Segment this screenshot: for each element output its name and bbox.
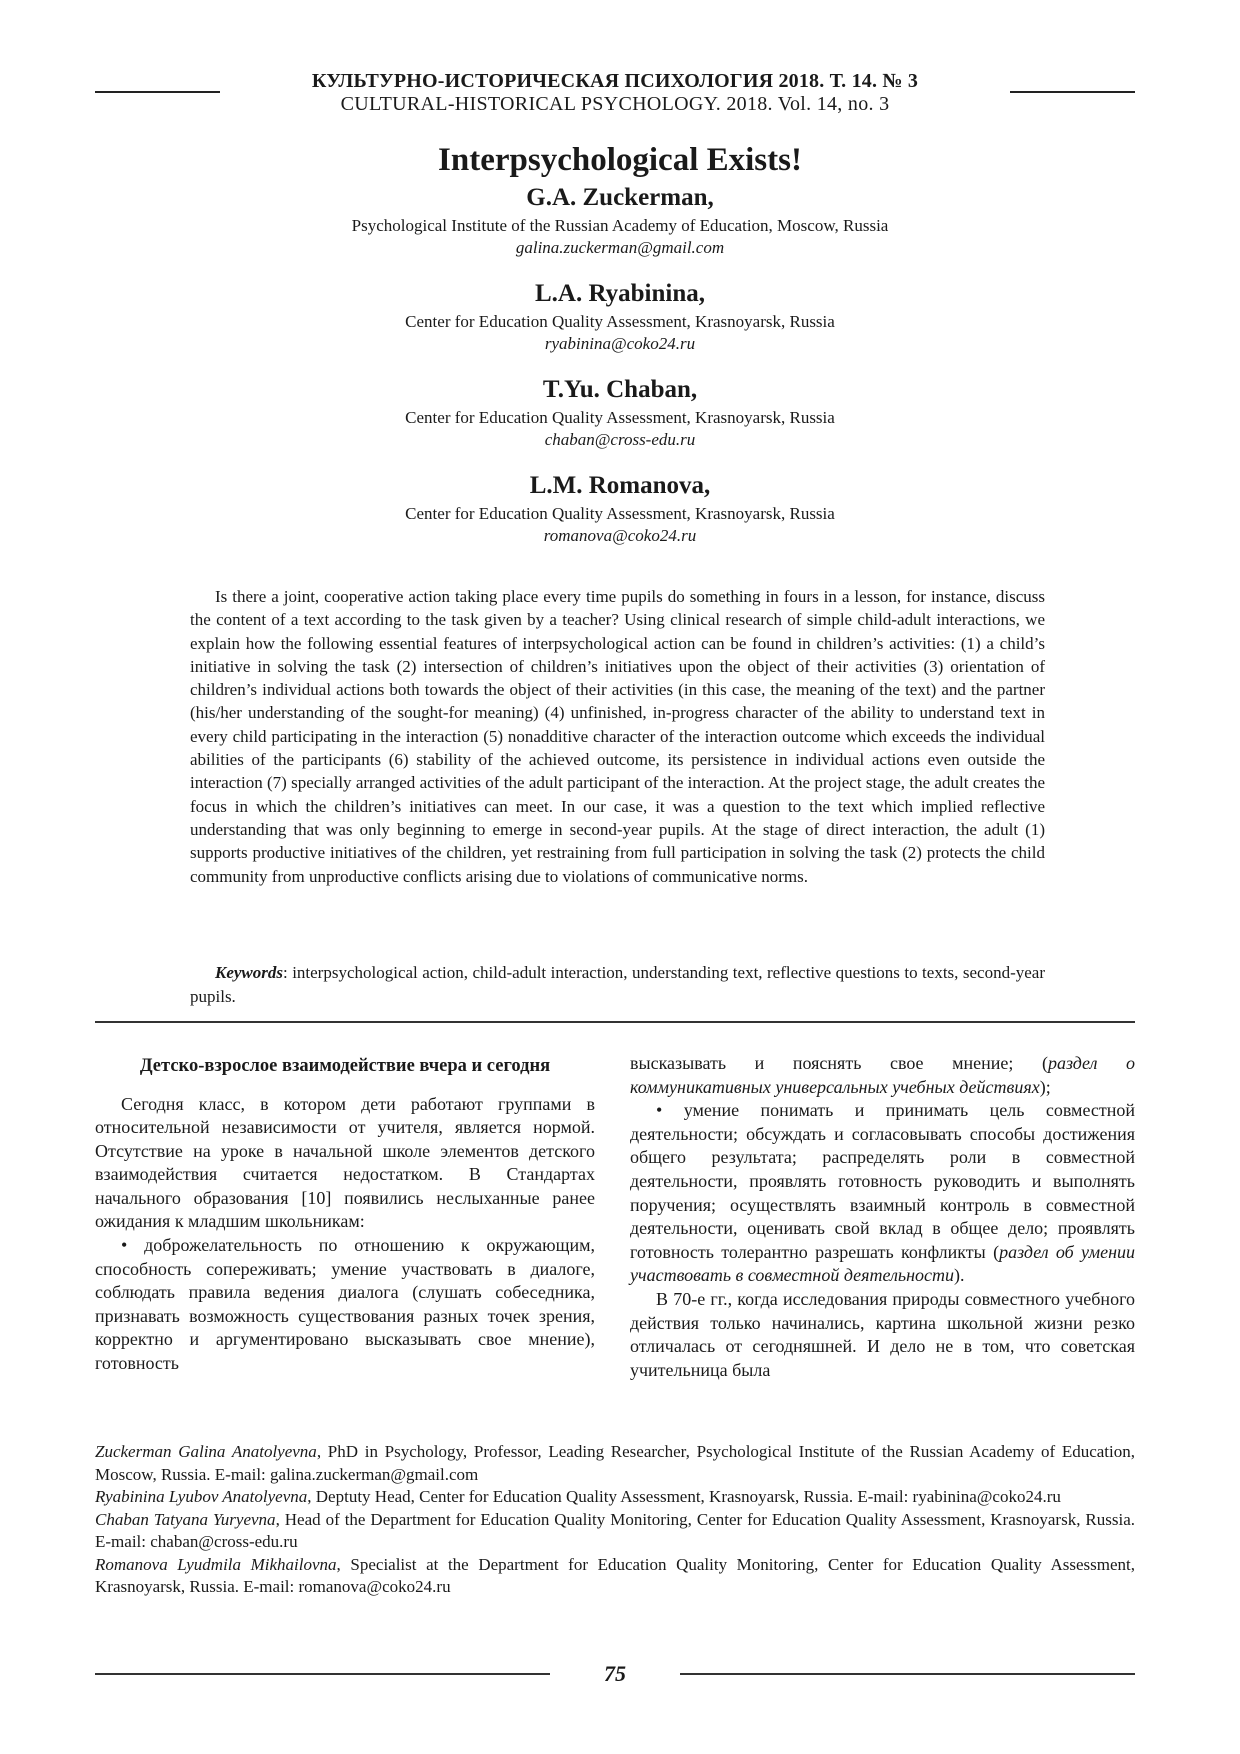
- section-divider: [95, 1021, 1135, 1023]
- author-block-2: [0, 277, 1240, 355]
- author-affiliation: Center for Education Quality Assessment, Krasnoyarsk, Russia: [405, 408, 835, 427]
- footnote-text: , PhD in Psychology, Professor, Leading Researcher, Psychological Institute of the Russian Academy of Education, Moscow, Russia. E-mail: galina.zuckerman@gmail.com: [95, 1442, 1135, 1484]
- author-name: G.A. Zuckerman,: [526, 184, 714, 211]
- footnote: [95, 1509, 1135, 1554]
- article-title: Interpsychological Exists!: [438, 142, 802, 178]
- body-column-left: [95, 1055, 595, 1376]
- footnote: [95, 1554, 1135, 1599]
- bullet-end: ).: [954, 1265, 965, 1286]
- abstract: Is there a joint, cooperative action taking place every time pupils do something in fours in a lesson, for instance, discuss the content of a text according to the task given by a teacher? Using clinical research of simple child-adult interactions, we explain how the following essential features of interpsychological action can be found in children’s activities: (1) a child’s initiative in solving the task (2) intersection of children’s initiatives upon the object of their activities (3) orientation of children’s individual actions both towards the object of their activities (in this case, the meaning of the text) and the partner (his/her understanding of the sought-for meaning) (4) unfinished, in-progress character of the ability to understand text in every child participating in the interaction (5) nonadditive character of the interaction outcome which exceeds the individual abilities of the participants (6) stability of the achieved outcome, its persistence in individual actions even outside the interaction (7) specially arranged activities of the adult participant of the interaction. At the project stage, the adult creates the focus in which the children’s initiatives can meet. In our case, it was a question to the text which implied reflective understanding that was only beginning to emerge in second-year pupils. At the stage of direct interaction, the adult (1) supports productive initiatives of the children, yet restraining from full participation in solving the task (2) protects the child community from unproductive conflicts arising due to violations of communicative norms.: [190, 587, 1045, 886]
- author-block-4: [0, 469, 1240, 547]
- author-email: ryabinina@coko24.ru: [544, 334, 696, 353]
- continuation-italic: раздел о коммуникативных универсальных учебных действиях: [630, 1053, 1135, 1097]
- author-footnotes: [95, 1441, 1135, 1599]
- section-heading: Детско-взрослое взаимодействие вчера и сегодня: [139, 1056, 551, 1076]
- author-name: T.Yu. Chaban,: [542, 376, 698, 403]
- body-paragraph: В 70-е гг., когда исследования природы совместного учебного действия только начинались, картина школьной жизни резко отличалась от сегодняшней. И дело не в том, что советская учительница была: [630, 1288, 1135, 1380]
- footnote-name: Chaban Tatyana Yuryevna: [95, 1509, 276, 1529]
- page-number: 75: [604, 1661, 626, 1686]
- footer-rule-right: [680, 1673, 1135, 1675]
- footnote-name: Romanova Lyudmila Mikhailovna: [95, 1554, 337, 1574]
- footnote-text: , Head of the Department for Education Quality Monitoring, Center for Education Quality Assessment, Krasnoyarsk, Russia. E-mail: chaban@cross-edu.ru: [95, 1509, 1135, 1551]
- header-rule-right: [1010, 91, 1135, 93]
- keywords-label: Keywords: [215, 963, 283, 982]
- journal-title-english: CULTURAL-HISTORICAL PSYCHOLOGY. 2018. Vol. 14, no. 3: [340, 93, 890, 115]
- author-affiliation: Center for Education Quality Assessment, Krasnoyarsk, Russia: [405, 312, 835, 331]
- author-email: romanova@coko24.ru: [543, 526, 697, 545]
- body-column-right: [630, 1052, 1135, 1382]
- bullet-italic: раздел об умении участвовать в совместной деятельности: [630, 1241, 1135, 1286]
- author-block-3: [0, 373, 1240, 451]
- footnote: [95, 1486, 1135, 1509]
- bullet-item: • доброжелательность по отношению к окружающим, способность сопереживать; умение участвовать в диалоге, соблюдать правила ведения диалога (слушать собеседника, признавать возможность существования разных точек зрения, корректно и аргументировано высказывать свое мнение), готовность: [95, 1235, 595, 1374]
- author-block-1: [0, 181, 1240, 259]
- footnote-text: , Specialist at the Department for Education Quality Monitoring, Center for Education Quality Assessment, Krasnoyarsk, Russia. E-mail: romanova@coko24.ru: [95, 1554, 1135, 1596]
- footnote-text: , Deptuty Head, Center for Education Quality Assessment, Krasnoyarsk, Russia. E-mail: ryabinina@coko24.ru: [307, 1487, 1061, 1506]
- footnote: [95, 1441, 1135, 1486]
- header-rule-left: [95, 91, 220, 93]
- author-email: chaban@cross-edu.ru: [544, 430, 696, 449]
- footer-rule-left: [95, 1673, 550, 1675]
- author-name: L.A. Ryabinina,: [534, 280, 705, 307]
- journal-title-russian: КУЛЬТУРНО-ИСТОРИЧЕСКАЯ ПСИХОЛОГИЯ 2018. Т. 14. № 3: [311, 70, 919, 92]
- body-continuation: [630, 1052, 1135, 1099]
- bullet-text: • умение понимать и принимать цель совместной деятельности; обсуждать и согласовывать способы достижения общего результата; распределять роли в совместной деятельности, проявлять готовность руководить и выполнять поручения; осуществлять взаимный контроль в совместной деятельности, оценивать свой вклад в общее дело; проявлять готовность толерантно разрешать конфликты (: [630, 1100, 1135, 1262]
- author-affiliation: Center for Education Quality Assessment, Krasnoyarsk, Russia: [405, 504, 835, 523]
- keywords-text: : interpsychological action, child-adult interaction, understanding text, reflective questions to texts, second-year pupils.: [190, 963, 1045, 1006]
- bullet-item: [630, 1099, 1135, 1288]
- body-paragraph: Сегодня класс, в котором дети работают группами в относительной независимости от учителя, является нормой. Отсутствие на уроке в начальной школе элементов детского взаимодействия считается недостатком. В Стандартах начального образования [10] появились неслыханные ранее ожидания к младшим школьникам:: [95, 1093, 595, 1232]
- author-email: galina.zuckerman@gmail.com: [515, 238, 725, 257]
- footnote-name: Ryabinina Lyubov Anatolyevna: [95, 1487, 308, 1506]
- footnote-name: Zuckerman Galina Anatolyevna: [95, 1442, 317, 1461]
- continuation-end: );: [1039, 1076, 1051, 1097]
- author-name: L.M. Romanova,: [529, 472, 711, 499]
- author-affiliation: Psychological Institute of the Russian Academy of Education, Moscow, Russia: [351, 216, 889, 235]
- keywords: [190, 961, 1045, 1008]
- continuation-text: высказывать и пояснять свое мнение; (: [630, 1053, 1048, 1073]
